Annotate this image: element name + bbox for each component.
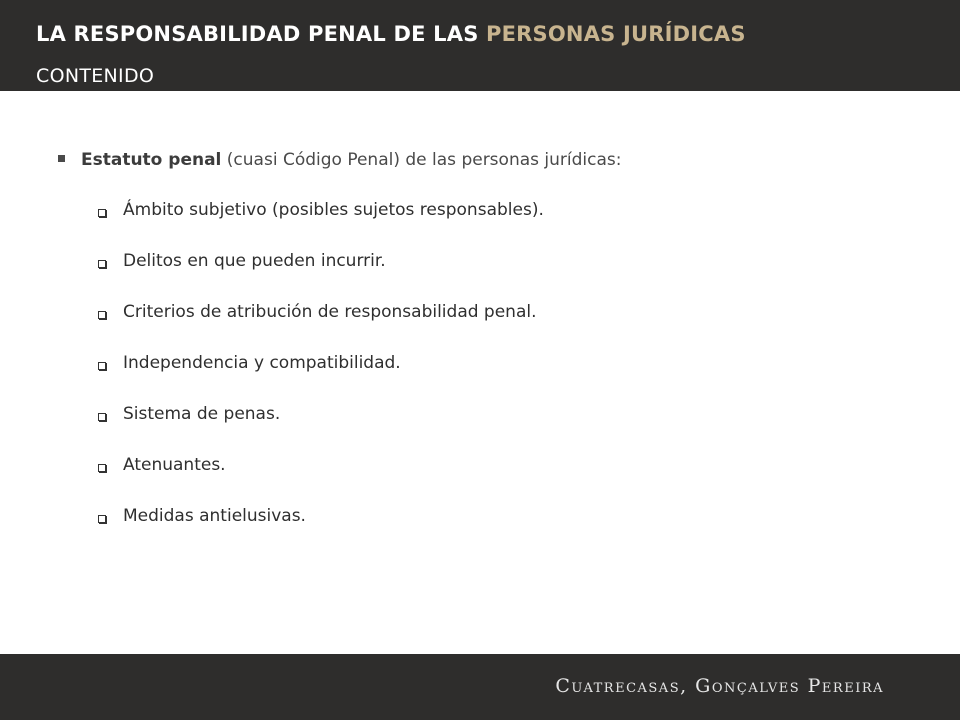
main-bullet-text: (cuasi Código Penal) de las personas jurídicas:: [221, 150, 622, 170]
hollow-square-bullet-icon: [98, 209, 106, 217]
list-item: [98, 404, 544, 455]
slide-subtitle: CONTENIDO: [36, 65, 155, 87]
slide-title-accent: PERSONAS JURÍDICAS: [486, 22, 746, 46]
list-item: [98, 200, 544, 251]
hollow-square-bullet-icon: [98, 413, 106, 421]
main-bullet-bold: Estatuto penal: [81, 150, 222, 170]
sub-bullet-list: [98, 200, 544, 557]
list-item: [98, 302, 544, 353]
list-item-text: Independencia y compatibilidad.: [123, 353, 401, 373]
main-bullet: [58, 150, 621, 170]
list-item-text: Medidas antielusivas.: [123, 506, 306, 526]
slide-title: [36, 22, 746, 46]
slide-title-main: LA RESPONSABILIDAD PENAL DE LAS: [36, 22, 487, 46]
hollow-square-bullet-icon: [98, 515, 106, 523]
list-item-text: Sistema de penas.: [123, 404, 281, 424]
hollow-square-bullet-icon: [98, 362, 106, 370]
company-logo: Cuatrecasas, Gonçalves Pereira: [555, 675, 884, 697]
list-item-text: Criterios de atribución de responsabilidad penal.: [123, 302, 537, 322]
hollow-square-bullet-icon: [98, 260, 106, 268]
list-item-text: Delitos en que pueden incurrir.: [123, 251, 386, 271]
list-item-text: Ámbito subjetivo (posibles sujetos responsables).: [123, 200, 544, 220]
slide-header: [0, 0, 960, 91]
list-item: [98, 506, 544, 557]
hollow-square-bullet-icon: [98, 311, 106, 319]
square-bullet-icon: [58, 155, 65, 162]
list-item: [98, 455, 544, 506]
list-item-text: Atenuantes.: [123, 455, 226, 475]
slide-footer: [0, 654, 960, 720]
list-item: [98, 251, 544, 302]
list-item: [98, 353, 544, 404]
hollow-square-bullet-icon: [98, 464, 106, 472]
